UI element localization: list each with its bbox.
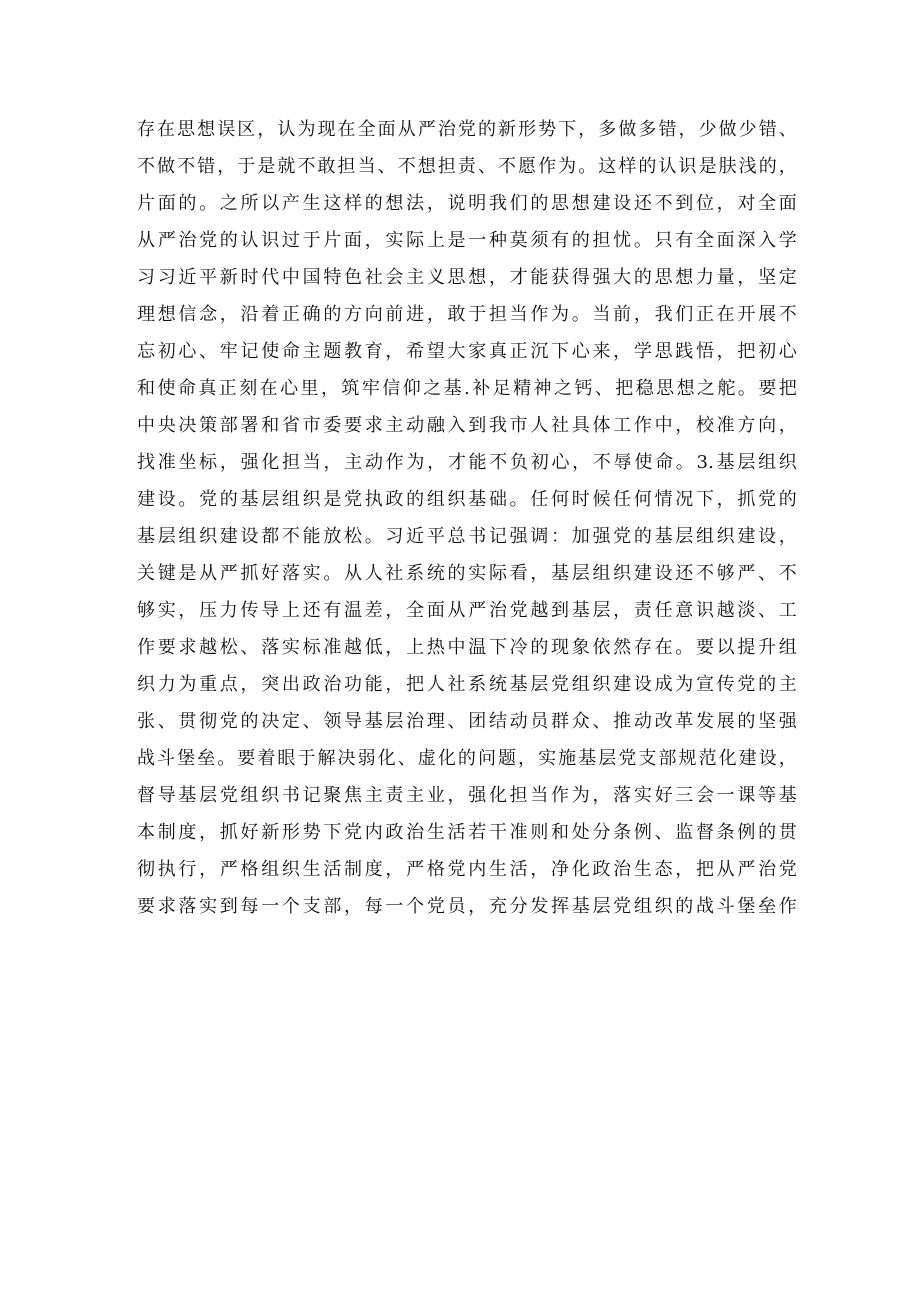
- text-line-14: 够实，压力传导上还有温差，全面从严治党越到基层，责任意识越淡、工: [137, 600, 797, 621]
- text-line-12: 基层组织建设都不能放松。习近平总书记强调：加强党的基层组织建设，: [137, 526, 797, 547]
- text-line-8: 和使命真正刻在心里，筑牢信仰之基.补足精神之钙、把稳思想之舵。要把: [137, 378, 797, 399]
- text-line-5: 习习近平新时代中国特色社会主义思想，才能获得强大的思想力量，坚定: [137, 267, 797, 288]
- text-line-2: 不做不错，于是就不敢担当、不想担责、不愿作为。这样的认识是肤浅的，: [137, 156, 797, 177]
- text-line-16: 织力为重点，突出政治功能，把人社系统基层党组织建设成为宣传党的主: [137, 674, 797, 695]
- text-line-6: 理想信念，沿着正确的方向前进，敢于担当作为。当前，我们正在开展不: [137, 304, 797, 325]
- text-line-19: 督导基层党组织书记聚焦主责主业，强化担当作为，落实好三会一课等基: [137, 785, 797, 806]
- text-line-3: 片面的。之所以产生这样的想法，说明我们的思想建设还不到位，对全面: [137, 193, 797, 214]
- text-line-1: 存在思想误区，认为现在全面从严治党的新形势下，多做多错，少做少错、: [137, 119, 797, 140]
- text-line-7: 忘初心、牢记使命主题教育，希望大家真正沉下心来，学思践悟，把初心: [137, 341, 797, 362]
- text-line-13: 关键是从严抓好落实。从人社系统的实际看，基层组织建设还不够严、不: [137, 563, 797, 584]
- text-line-17: 张、贯彻党的决定、领导基层治理、团结动员群众、推动改革发展的坚强: [137, 711, 797, 732]
- text-line-11: 建设。党的基层组织是党执政的组织基础。任何时候任何情况下，抓党的: [137, 489, 797, 510]
- text-line-9: 中央决策部署和省市委要求主动融入到我市人社具体工作中，校准方向，: [137, 415, 797, 436]
- text-line-4: 从严治党的认识过于片面，实际上是一种莫须有的担忧。只有全面深入学: [137, 230, 797, 251]
- body-text: [137, 111, 797, 925]
- text-line-10: 找准坐标，强化担当，主动作为，才能不负初心，不辱使命。3.基层组织: [137, 452, 797, 473]
- text-line-15: 作要求越松、落实标准越低，上热中温下冷的现象依然存在。要以提升组: [137, 637, 797, 658]
- text-line-20: 本制度，抓好新形势下党内政治生活若干准则和处分条例、监督条例的贯: [137, 822, 797, 843]
- text-line-22: 要求落实到每一个支部，每一个党员，充分发挥基层党组织的战斗堡垒作: [137, 896, 797, 917]
- text-line-21: 彻执行，严格组织生活制度，严格党内生活，净化政治生态，把从严治党: [137, 859, 797, 880]
- text-line-18: 战斗堡垒。要着眼于解决弱化、虚化的问题，实施基层党支部规范化建设，: [137, 748, 797, 769]
